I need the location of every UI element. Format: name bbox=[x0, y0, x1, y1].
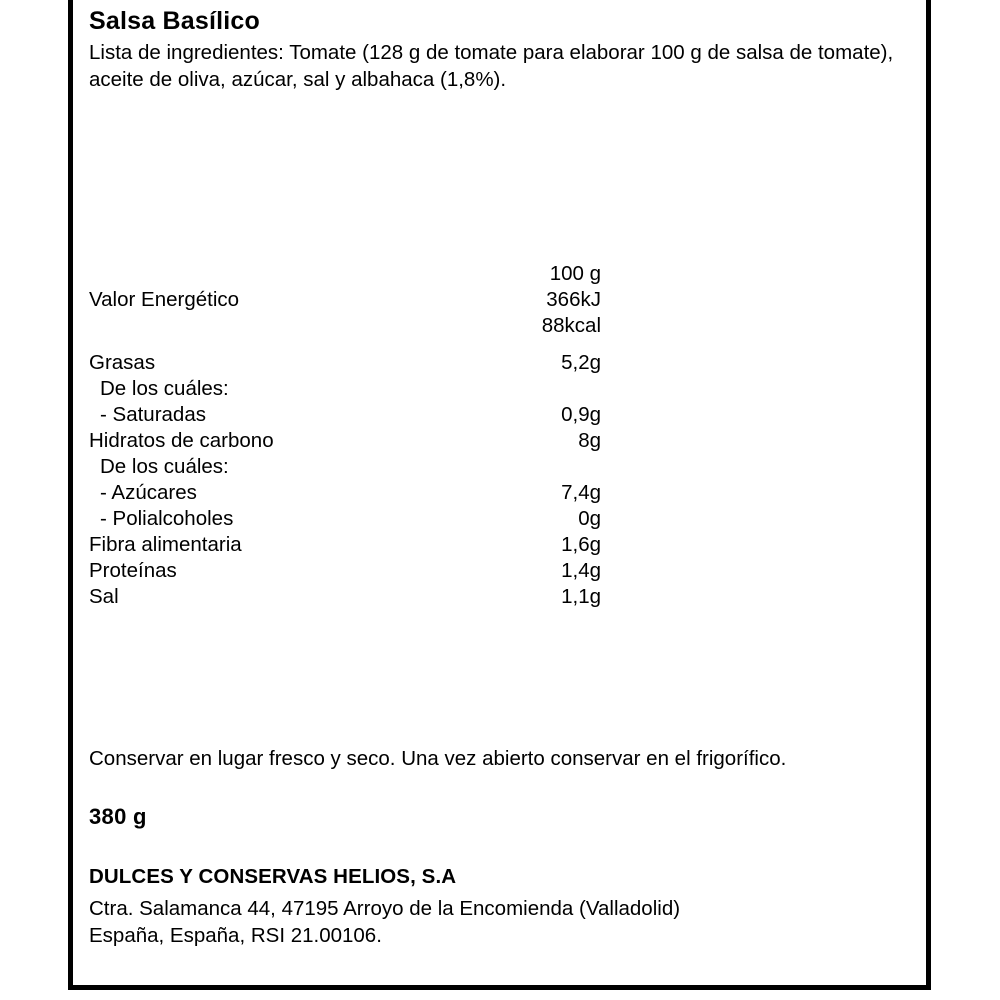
table-row-protein bbox=[89, 558, 601, 584]
nutrition-value: 1,1g bbox=[561, 585, 601, 608]
label-content bbox=[73, 0, 926, 985]
table-row-sugars bbox=[89, 480, 601, 506]
nutrition-value: 0g bbox=[578, 507, 601, 530]
nutrition-label: De los cuáles: bbox=[100, 377, 229, 400]
table-row-of-which-fat bbox=[89, 376, 601, 402]
nutrition-value: 7,4g bbox=[561, 481, 601, 504]
table-row-polyols bbox=[89, 506, 601, 532]
nutrition-label: Hidratos de carbono bbox=[89, 429, 274, 452]
net-weight: 380 g bbox=[89, 804, 147, 829]
company-name: DULCES Y CONSERVAS HELIOS, S.A bbox=[89, 865, 457, 888]
nutrition-label-frame bbox=[68, 0, 931, 990]
nutrition-label: Sal bbox=[89, 585, 119, 608]
nutrition-label: - Azúcares bbox=[100, 481, 197, 504]
table-row-column-header bbox=[89, 261, 601, 287]
page-title: Salsa Basílico bbox=[89, 7, 260, 35]
ingredients-list: Lista de ingredientes: Tomate (128 g de tomate para elaborar 100 g de salsa de tomate), aceite de oliva, azúcar, sal y albahaca (1,8%). bbox=[89, 41, 894, 91]
nutrition-label: De los cuáles: bbox=[100, 455, 229, 478]
nutrition-value: 88kcal bbox=[541, 314, 601, 337]
table-row-of-which-carbs bbox=[89, 454, 601, 480]
table-row-fat bbox=[89, 350, 601, 376]
table-row-energy-kj bbox=[89, 287, 601, 313]
storage-instructions: Conservar en lugar fresco y seco. Una vez abierto conservar en el frigorífico. bbox=[89, 747, 787, 770]
table-row-energy-kcal bbox=[89, 313, 601, 339]
nutrition-label: - Saturadas bbox=[100, 403, 206, 426]
table-row-salt bbox=[89, 584, 601, 610]
nutrition-value: 8g bbox=[578, 429, 601, 452]
nutrition-label: Fibra alimentaria bbox=[89, 533, 242, 556]
nutrition-table bbox=[89, 261, 601, 610]
nutrition-column-header: 100 g bbox=[549, 262, 601, 285]
company-country: España, España, RSI 21.00106. bbox=[89, 924, 382, 947]
table-row-saturates bbox=[89, 402, 601, 428]
nutrition-value: 5,2g bbox=[561, 351, 601, 374]
nutrition-label: Grasas bbox=[89, 351, 156, 374]
nutrition-label: - Polialcoholes bbox=[100, 507, 234, 530]
company-address: Ctra. Salamanca 44, 47195 Arroyo de la Encomienda (Valladolid) bbox=[89, 897, 681, 920]
nutrition-value: 0,9g bbox=[561, 403, 601, 426]
nutrition-value: 366kJ bbox=[546, 288, 601, 311]
nutrition-value: 1,4g bbox=[561, 559, 601, 582]
nutrition-value: 1,6g bbox=[561, 533, 601, 556]
nutrition-label: Valor Energético bbox=[89, 288, 240, 311]
table-row-carbohydrates bbox=[89, 428, 601, 454]
table-row-fibre bbox=[89, 532, 601, 558]
nutrition-label: Proteínas bbox=[89, 559, 177, 582]
